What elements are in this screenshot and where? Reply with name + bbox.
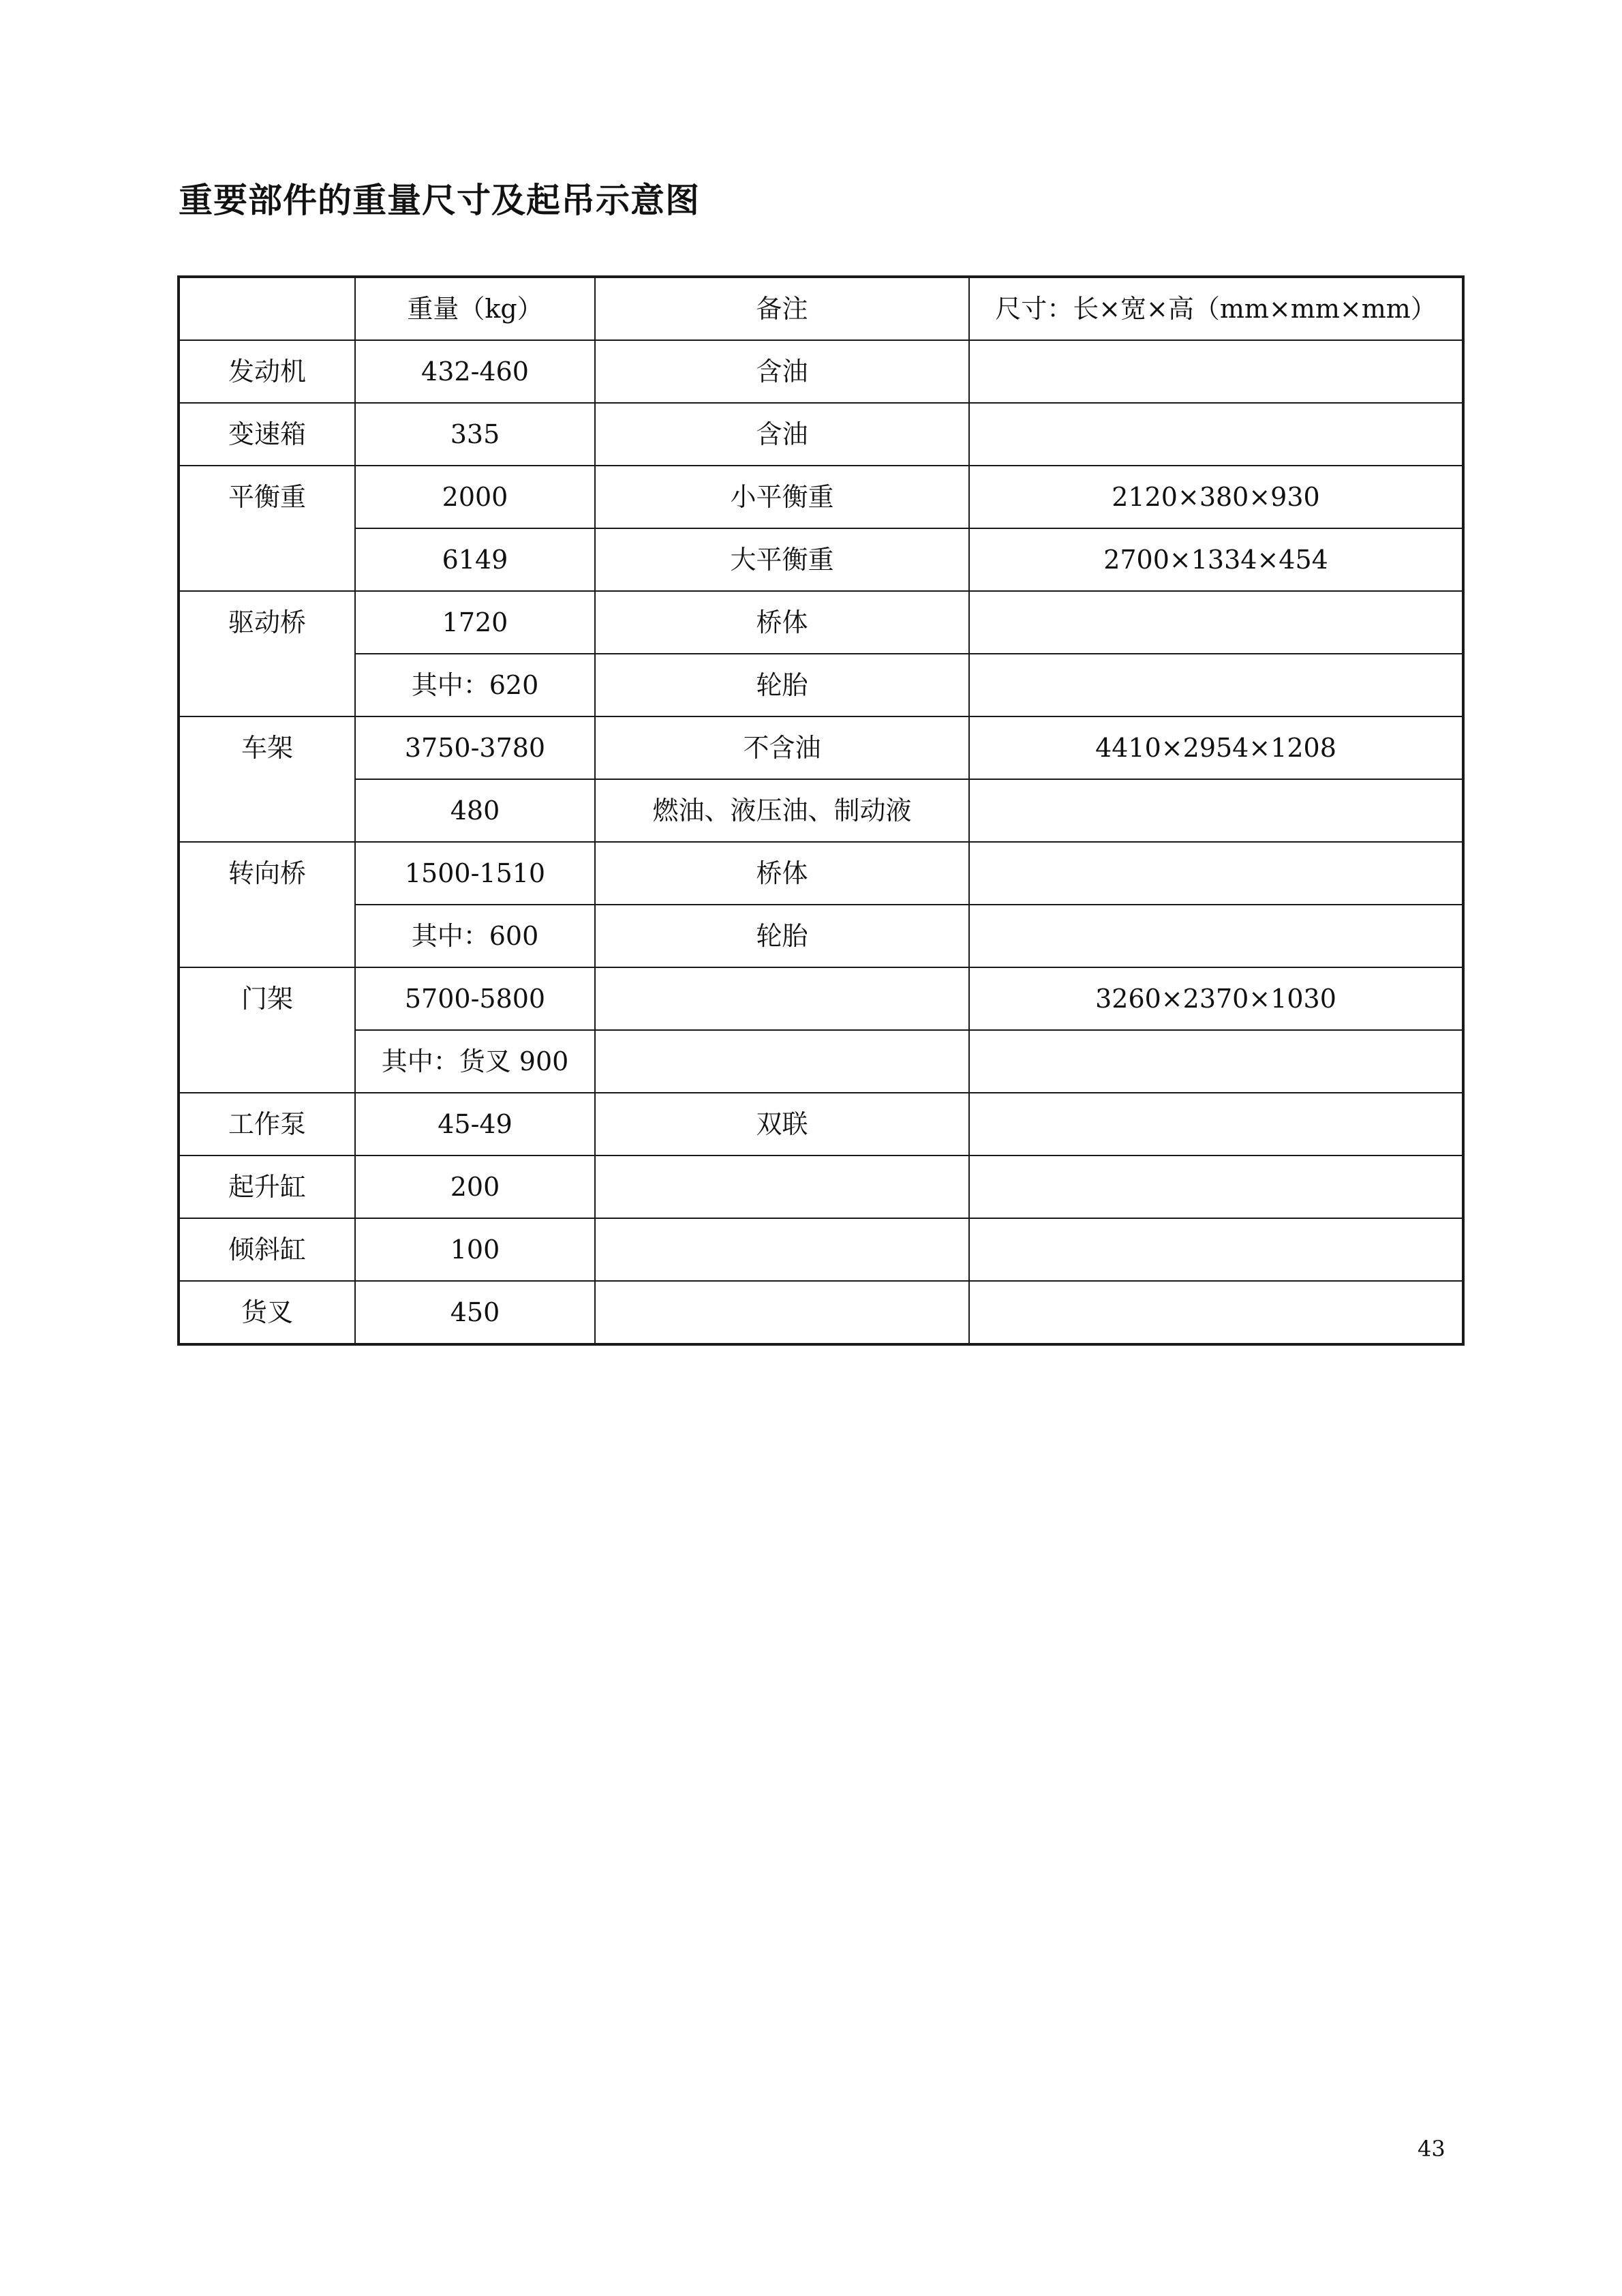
component-cell: 货叉 xyxy=(179,1281,355,1344)
table-row xyxy=(179,1030,1463,1093)
size-cell xyxy=(969,1155,1463,1218)
size-cell xyxy=(969,1093,1463,1155)
size-cell xyxy=(969,842,1463,905)
weight-cell: 其中：620 xyxy=(355,654,595,716)
table-row xyxy=(179,967,1463,1030)
table-body xyxy=(179,277,1463,1344)
table-row xyxy=(179,528,1463,591)
component-cell: 平衡重 xyxy=(179,466,355,591)
weight-cell: 1720 xyxy=(355,591,595,654)
header-cell-component xyxy=(179,277,355,340)
table-row xyxy=(179,591,1463,654)
note-cell: 轮胎 xyxy=(595,905,969,967)
table-row xyxy=(179,340,1463,403)
note-cell: 双联 xyxy=(595,1093,969,1155)
weight-cell: 3750-3780 xyxy=(355,716,595,779)
size-cell xyxy=(969,340,1463,403)
weight-cell: 200 xyxy=(355,1155,595,1218)
table-row xyxy=(179,1281,1463,1344)
weight-cell: 2000 xyxy=(355,466,595,528)
component-cell: 车架 xyxy=(179,716,355,842)
weight-cell: 335 xyxy=(355,403,595,466)
component-cell: 发动机 xyxy=(179,340,355,403)
table-row xyxy=(179,466,1463,528)
size-cell: 2700×1334×454 xyxy=(969,528,1463,591)
note-cell: 大平衡重 xyxy=(595,528,969,591)
size-cell: 4410×2954×1208 xyxy=(969,716,1463,779)
table-row xyxy=(179,905,1463,967)
weight-cell: 1500-1510 xyxy=(355,842,595,905)
component-cell: 起升缸 xyxy=(179,1155,355,1218)
table-row xyxy=(179,779,1463,842)
weight-cell: 45-49 xyxy=(355,1093,595,1155)
weight-cell: 450 xyxy=(355,1281,595,1344)
weight-cell: 6149 xyxy=(355,528,595,591)
size-cell xyxy=(969,1030,1463,1093)
size-cell xyxy=(969,1281,1463,1344)
size-cell xyxy=(969,654,1463,716)
note-cell xyxy=(595,967,969,1030)
table-row xyxy=(179,403,1463,466)
size-cell xyxy=(969,1218,1463,1281)
table-row xyxy=(179,1155,1463,1218)
note-cell: 轮胎 xyxy=(595,654,969,716)
note-cell: 含油 xyxy=(595,340,969,403)
note-cell xyxy=(595,1218,969,1281)
header-cell-size: 尺寸：长×宽×高（mm×mm×mm） xyxy=(969,277,1463,340)
note-cell xyxy=(595,1281,969,1344)
note-cell: 桥体 xyxy=(595,591,969,654)
note-cell: 桥体 xyxy=(595,842,969,905)
note-cell: 不含油 xyxy=(595,716,969,779)
size-cell xyxy=(969,905,1463,967)
component-cell: 转向桥 xyxy=(179,842,355,967)
table-row xyxy=(179,1218,1463,1281)
table-row xyxy=(179,716,1463,779)
table-row xyxy=(179,842,1463,905)
component-cell: 驱动桥 xyxy=(179,591,355,716)
weight-cell: 480 xyxy=(355,779,595,842)
weight-cell: 其中：600 xyxy=(355,905,595,967)
size-cell xyxy=(969,403,1463,466)
note-cell xyxy=(595,1155,969,1218)
parts-weight-table xyxy=(177,275,1465,1346)
table-row xyxy=(179,654,1463,716)
page-title: 重要部件的重量尺寸及起吊示意图 xyxy=(179,181,700,220)
weight-cell: 其中：货叉 900 xyxy=(355,1030,595,1093)
table-row xyxy=(179,1093,1463,1155)
note-cell xyxy=(595,1030,969,1093)
note-cell: 含油 xyxy=(595,403,969,466)
size-cell xyxy=(969,779,1463,842)
component-cell: 门架 xyxy=(179,967,355,1093)
size-cell: 2120×380×930 xyxy=(969,466,1463,528)
weight-cell: 100 xyxy=(355,1218,595,1281)
header-cell-note: 备注 xyxy=(595,277,969,340)
component-cell: 工作泵 xyxy=(179,1093,355,1155)
component-cell: 倾斜缸 xyxy=(179,1218,355,1281)
page-number: 43 xyxy=(1418,2136,1445,2162)
weight-cell: 5700-5800 xyxy=(355,967,595,1030)
weight-cell: 432-460 xyxy=(355,340,595,403)
component-cell: 变速箱 xyxy=(179,403,355,466)
note-cell: 小平衡重 xyxy=(595,466,969,528)
size-cell xyxy=(969,591,1463,654)
size-cell: 3260×2370×1030 xyxy=(969,967,1463,1030)
header-cell-weight: 重量（kg） xyxy=(355,277,595,340)
table-header-row xyxy=(179,277,1463,340)
note-cell: 燃油、液压油、制动液 xyxy=(595,779,969,842)
